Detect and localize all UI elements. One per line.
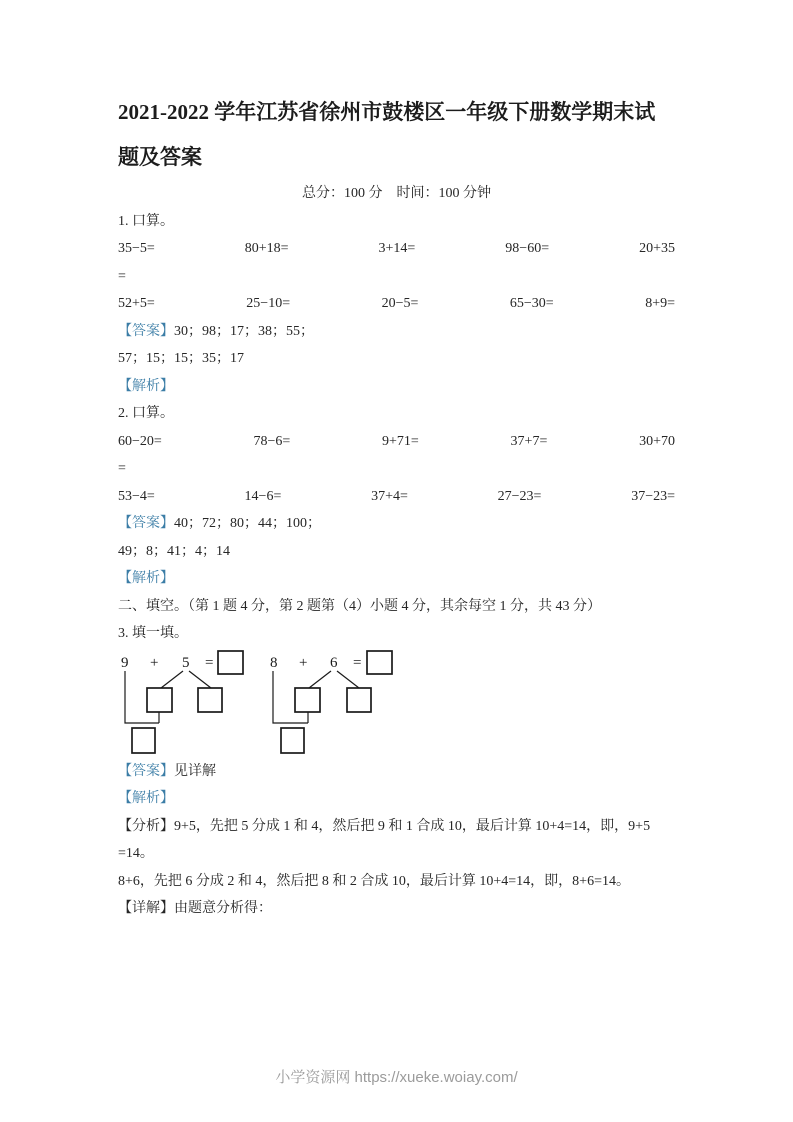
equation: 3+14= xyxy=(378,241,416,256)
q1-equation-row-1 xyxy=(118,235,675,263)
equation: 25−10= xyxy=(246,296,291,311)
equation: 60−20= xyxy=(118,433,162,449)
q3-detail-line: 【详解】由题意分析得： xyxy=(118,901,272,916)
addend-text: 8 xyxy=(270,654,278,671)
q2-answer-line-2: 49；8；41；4；14 xyxy=(118,543,230,559)
equation: 30+70 xyxy=(639,433,675,449)
bond-line xyxy=(309,671,331,688)
equation: 65−30= xyxy=(509,296,554,311)
exam-meta: 总分：100 分 时间：100 分钟 xyxy=(302,186,491,201)
doc-title xyxy=(118,90,675,180)
doc-title-line2: 题及答案 xyxy=(118,145,202,169)
answer-values: 30；98；17；38；55； xyxy=(174,323,314,339)
split-answer-box xyxy=(147,688,172,712)
equation: 27−23= xyxy=(497,488,542,504)
equation: 37+4= xyxy=(371,488,408,504)
equation: 9+71= xyxy=(382,433,419,449)
doc-title-line1: 2021-2022 学年江苏省徐州市鼓楼区一年级下册数学期末试 xyxy=(118,100,656,124)
equation: 20+35 xyxy=(639,241,675,256)
q3-analysis-line-2: =14。 xyxy=(118,846,154,861)
equation: 37+7= xyxy=(510,433,548,449)
section2-heading: 二、填空。（第 1 题 4 分，第 2 题第（4）小题 4 分，其余每空 1 分，共 43 分） xyxy=(118,598,601,614)
equation: 53−4= xyxy=(118,488,155,504)
make-ten-line xyxy=(273,671,308,723)
equation: 52+5= xyxy=(118,296,155,311)
equation: 35−5= xyxy=(118,241,155,256)
number-bond-right xyxy=(270,651,392,753)
equation: 78−6= xyxy=(253,433,291,449)
q2-answer-line-1 xyxy=(118,510,675,538)
q1-wrapped-equals: = xyxy=(118,268,126,284)
q2-analysis-label: 【解析】 xyxy=(118,571,174,586)
q1-equation-row-2 xyxy=(118,290,675,318)
q3-heading: 3. 填一填。 xyxy=(118,626,188,641)
site-watermark-footer: 小学资源网 https://xueke.woiay.com/ xyxy=(275,1069,518,1086)
equation: 98−60= xyxy=(505,241,550,256)
q3-answer-line xyxy=(118,758,675,786)
answer-label: 【答案】 xyxy=(118,763,174,779)
equation: 37−23= xyxy=(631,488,675,504)
equation: 8+9= xyxy=(645,296,675,311)
make-ten-line xyxy=(125,671,159,723)
q1-answer-line-2: 57；15；15；35；17 xyxy=(118,351,244,366)
q1-heading: 1. 口算。 xyxy=(118,213,174,229)
answer-values: 见详解 xyxy=(174,763,216,779)
equation: 20−5= xyxy=(381,296,419,311)
bond-line xyxy=(337,671,359,688)
equation: 80+18= xyxy=(244,241,289,256)
split-answer-box xyxy=(347,688,371,712)
answer-label: 【答案】 xyxy=(118,516,174,531)
q1-answer-line-1 xyxy=(118,318,675,346)
equals-sign: = xyxy=(353,654,362,671)
q3-analysis-line-1: 【分析】9+5，先把 5 分成 1 和 4，然后把 9 和 1 合成 10，最后计算 10+4=14，即，9+5 xyxy=(118,818,651,834)
result-answer-box xyxy=(367,651,392,674)
result-answer-box xyxy=(218,651,243,674)
plus-sign: + xyxy=(150,654,159,671)
addend-text: 9 xyxy=(121,654,129,671)
bond-line xyxy=(161,671,183,688)
answer-values: 40；72；80；44；100； xyxy=(174,516,321,531)
q1-analysis-label: 【解析】 xyxy=(118,378,174,394)
split-answer-box xyxy=(198,688,222,712)
q2-equation-row-1 xyxy=(118,428,675,456)
q3-number-bond-diagram xyxy=(118,650,403,758)
sum-answer-box xyxy=(132,728,155,753)
q2-equation-row-2 xyxy=(118,483,675,511)
number-bond-left xyxy=(121,651,243,753)
q2-wrapped-equals: = xyxy=(118,461,126,476)
equals-sign: = xyxy=(205,654,214,671)
addend-text: 5 xyxy=(182,654,190,671)
q2-heading: 2. 口算。 xyxy=(118,406,174,421)
sum-answer-box xyxy=(281,728,304,753)
q3-analysis-line-3: 8+6，先把 6 分成 2 和 4，然后把 8 和 2 合成 10，最后计算 10+4=14，即，8+6=14。 xyxy=(118,873,630,889)
split-answer-box xyxy=(295,688,320,712)
addend-text: 6 xyxy=(330,654,338,671)
bond-line xyxy=(189,671,211,688)
plus-sign: + xyxy=(299,654,308,671)
answer-label: 【答案】 xyxy=(118,323,174,339)
equation: 14−6= xyxy=(244,488,282,504)
q3-analysis-label: 【解析】 xyxy=(118,791,174,806)
